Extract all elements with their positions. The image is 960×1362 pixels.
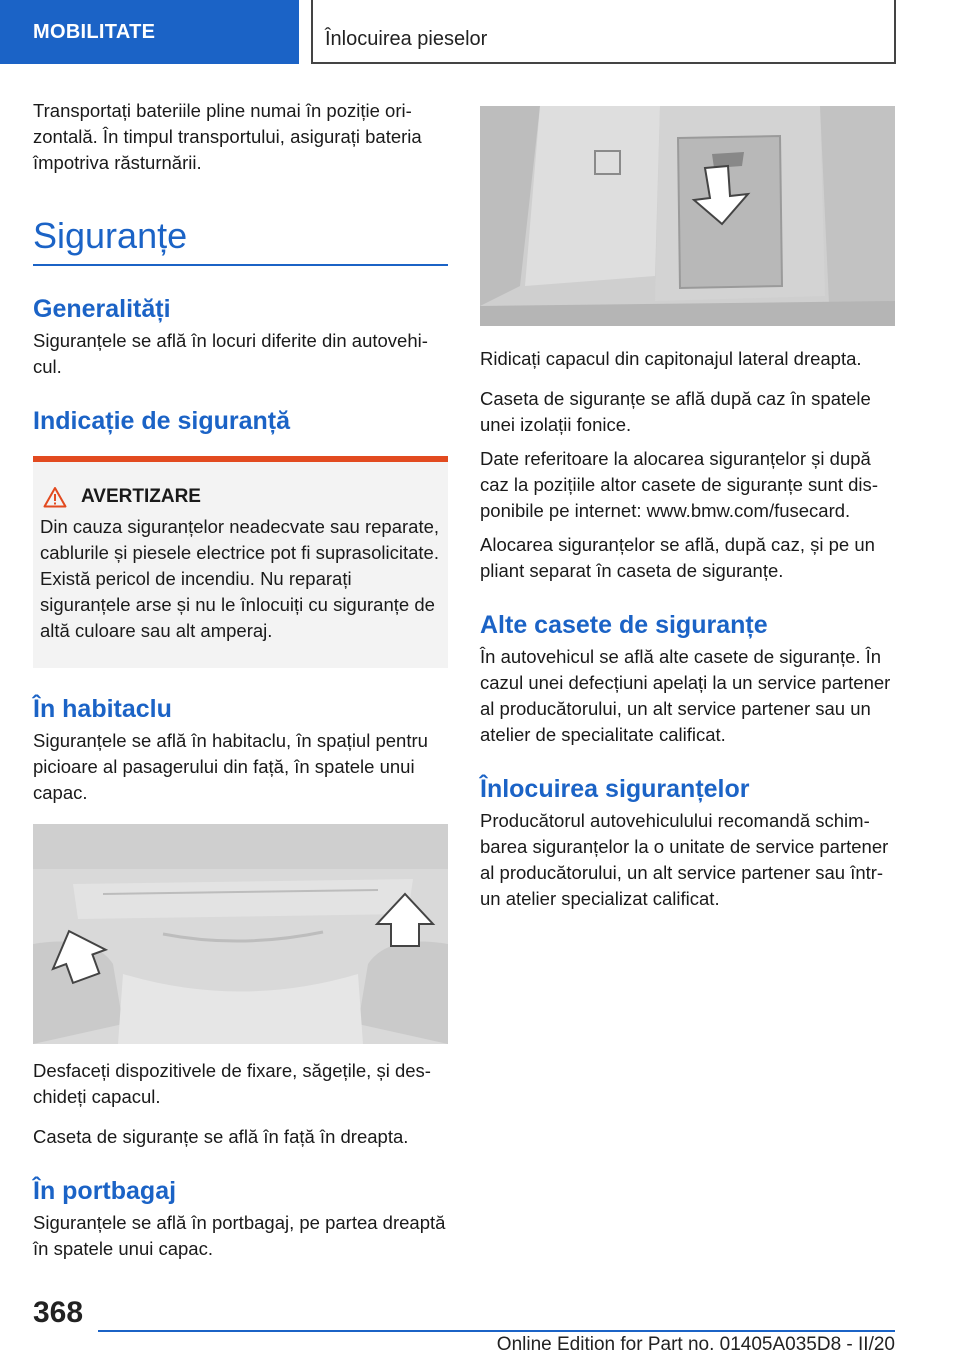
cabin-location: Caseta de siguranțe se află în față în dreapta. <box>33 1126 409 1147</box>
right-column <box>480 106 895 920</box>
cabin-fuse-photo <box>33 824 448 1044</box>
fuses-title: Siguranțe <box>33 214 448 266</box>
intro-paragraph: Transportați bateriile pline numai în poziție orizontală. În timpul transportului, asigurați bateria împotriva răsturnării. <box>33 100 422 173</box>
warning-box <box>33 456 448 668</box>
warning-text: Din cauza siguranțelor neadecvate sau reparate, cablurile și piesele electrice pot fi suprasolicitate. Există pericol de incendiu. Nu reparați siguranțele arse și nu le înlocuiți cu siguranțe de altă culoare sau alt amperaj. <box>40 516 440 641</box>
cabin-caption: Desfaceți dispozitivele de fixare, săgețile, și deschideți capacul. <box>33 1060 431 1107</box>
chapter-header <box>311 0 896 64</box>
edition-footer: Online Edition for Part no. 01405A035D8 - II/20 <box>496 1334 895 1355</box>
right-paragraph-1: Caseta de siguranțe se află după caz în spatele unei izolații fonice. <box>480 388 871 435</box>
general-heading: Generalități <box>33 295 171 323</box>
trunk-fuse-photo <box>480 106 895 326</box>
trunk-text: Siguranțele se află în portbagaj, pe partea dreaptă în spatele unui capac. <box>33 1212 446 1259</box>
chapter-title: Înlocuirea pieselor <box>325 28 488 50</box>
cabin-heading: În habitaclu <box>33 695 172 723</box>
other-fuse-boxes-text: În autovehicul se află alte casete de siguranțe. În cazul unei defecțiuni apelați la un service partener al producătorului, un alt service partener sau un atelier de specialitate calificat. <box>480 646 891 745</box>
left-column <box>33 98 448 1270</box>
trunk-caption: Ridicați capacul din capitonajul lateral dreapta. <box>480 348 862 369</box>
right-paragraph-3: Alocarea siguranțelor se află, după caz, și pe un pliant separat în caseta de siguranțe. <box>480 534 875 581</box>
other-fuse-boxes-heading: Alte casete de siguranțe <box>480 611 768 639</box>
general-text: Siguranțele se află în locuri diferite din autovehicul. <box>33 330 428 377</box>
warning-triangle-icon <box>43 486 67 508</box>
cabin-text: Siguranțele se află în habitaclu, în spațiul pentru picioare al pasagerului din față, în spatele unui capac. <box>33 730 428 803</box>
safety-heading: Indicație de siguranță <box>33 407 291 435</box>
trunk-heading: În portbagaj <box>33 1177 177 1205</box>
replace-fuses-heading: Înlocuirea siguranțelor <box>480 775 750 803</box>
right-paragraph-2: Date referitoare la alocarea siguranțelor și după caz la pozițiile altor casete de siguranțe sunt disponibile pe internet: www.bmw.com/fusecard. <box>480 448 878 521</box>
warning-title: AVERTIZARE <box>81 486 201 507</box>
footer-divider <box>98 1330 895 1332</box>
section-tab: MOBILITATE <box>0 0 299 64</box>
page-number: 368 <box>33 1296 84 1329</box>
replace-fuses-text: Producătorul autovehiculului recomandă schimbarea siguranțelor la o unitate de service partener al producătorului, un alt service partener sau într-un atelier specializat calificat. <box>480 810 889 909</box>
